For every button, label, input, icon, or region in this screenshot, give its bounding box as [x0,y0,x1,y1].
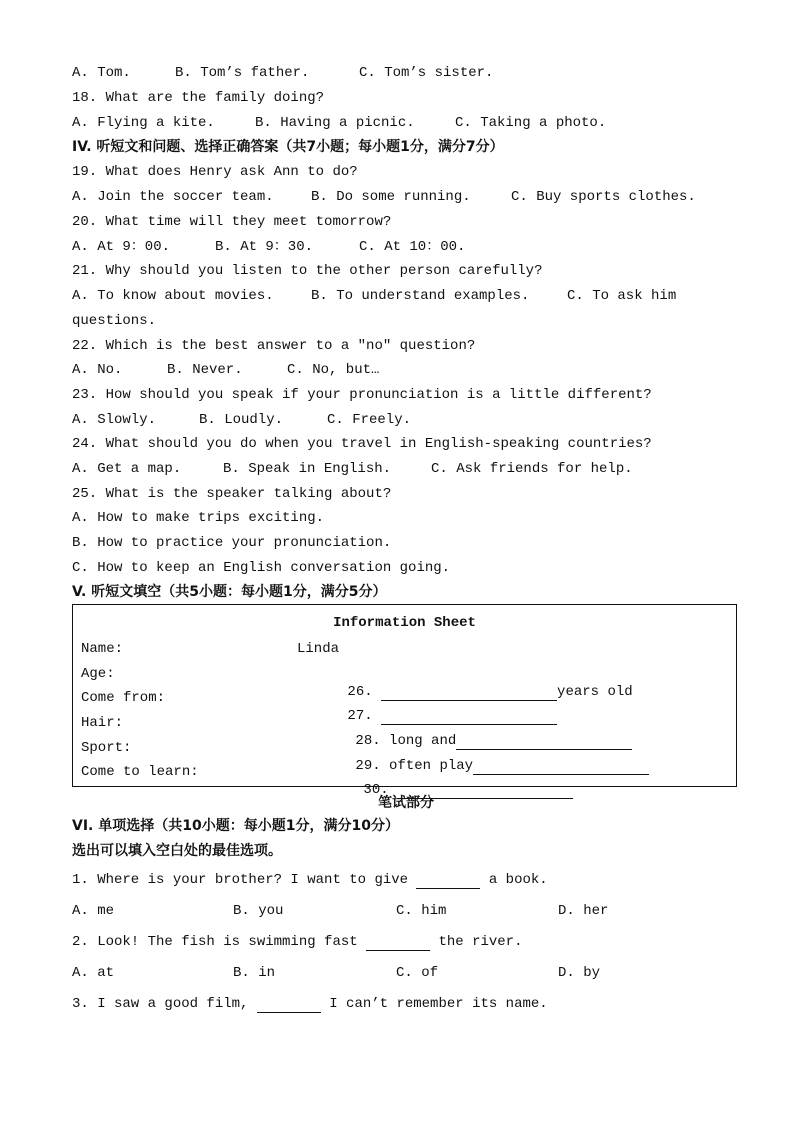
q23-option-b[interactable]: B. Loudly. [199,412,284,428]
q22-option-c[interactable]: C. No, but… [287,362,380,378]
q17-option-a[interactable]: A. Tom. [72,65,131,81]
q19-option-a[interactable]: A. Join the soccer team. [72,189,274,205]
sheet-field-26 [297,665,633,700]
w2-text-start: 2. Look! The fish is swimming fast [72,934,367,950]
q22-option-b[interactable]: B. Never. [167,362,243,378]
w3-question [72,995,548,1013]
sheet-field-28 [305,714,632,749]
sheet-label-name: Name: [81,641,124,657]
field-26-suffix: years old [557,684,633,700]
w1-option-c[interactable]: C. him [396,903,447,919]
sheet-field-29 [305,739,649,774]
q22-question: 22. Which is the best answer to a "no" question? [72,338,476,354]
sheet-label-hair: Hair: [81,715,124,731]
q19-question: 19. What does Henry ask Ann to do? [72,164,358,180]
w2-option-a[interactable]: A. at [72,965,115,981]
field-28-number: 28. [355,733,381,749]
q19-option-c[interactable]: C. Buy sports clothes. [511,189,696,205]
q25-question: 25. What is the speaker talking about? [72,486,392,502]
w1-option-b[interactable]: B. you [233,903,284,919]
q24-option-c[interactable]: C. Ask friends for help. [431,461,633,477]
sheet-label-come-from: Come from: [81,690,166,706]
q23-question: 23. How should you speak if your pronunciation is a little different? [72,387,652,403]
w3-blank[interactable] [257,998,321,1013]
w2-option-c[interactable]: C. of [396,965,439,981]
field-30-number: 30. [363,782,389,798]
field-29-prefix: often play [389,758,474,774]
w3-text-start: 3. I saw a good film, [72,996,257,1012]
w1-text-start: 1. Where is your brother? I want to give [72,872,417,888]
sheet-value-name: Linda [297,641,340,657]
q20-option-c[interactable]: C. At 10：00. [359,239,466,255]
section-4-heading: IV. 听短文和问题、选择正确答案（共7小题；每小题1分，满分7分） [72,139,504,155]
sheet-field-27 [297,689,557,724]
q17-option-b[interactable]: B. Tom’s father. [175,65,310,81]
q19-option-b[interactable]: B. Do some running. [311,189,471,205]
sheet-field-30 [313,763,573,798]
section-5-heading: V. 听短文填空（共5小题：每小题1分，满分5分） [72,584,387,600]
w1-option-d[interactable]: D. her [558,903,609,919]
q23-option-a[interactable]: A. Slowly. [72,412,157,428]
w1-question [72,871,548,889]
field-27-number: 27. [347,708,373,724]
q21-question: 21. Why should you listen to the other person carefully? [72,263,543,279]
w2-option-d[interactable]: D. by [558,965,601,981]
q25-option-c[interactable]: C. How to keep an English conversation going. [72,560,451,576]
q24-option-b[interactable]: B. Speak in English. [223,461,392,477]
section-6-heading: VI. 单项选择（共10小题：每小题1分，满分10分） [72,818,399,834]
q21-option-b[interactable]: B. To understand examples. [311,288,530,304]
q18-option-b[interactable]: B. Having a picnic. [255,115,415,131]
information-sheet-title: Information Sheet [333,615,476,631]
field-28-prefix: long and [389,733,457,749]
w2-option-b[interactable]: B. in [233,965,276,981]
w2-question [72,933,522,951]
q24-question: 24. What should you do when you travel in English-speaking countries? [72,436,652,452]
q21-option-c[interactable]: C. To ask him [567,288,677,304]
q25-option-a[interactable]: A. How to make trips exciting. [72,510,325,526]
w1-option-a[interactable]: A. me [72,903,115,919]
sheet-label-come-to-learn: Come to learn: [81,764,199,780]
q20-option-a[interactable]: A. At 9：00. [72,239,171,255]
q22-option-a[interactable]: A. No. [72,362,123,378]
q20-question: 20. What time will they meet tomorrow? [72,214,392,230]
q18-option-c[interactable]: C. Taking a photo. [455,115,607,131]
q25-option-b[interactable]: B. How to practice your pronunciation. [72,535,392,551]
sheet-label-sport: Sport: [81,740,132,756]
field-26-number: 26. [347,684,373,700]
q21-option-c-continued: questions. [72,313,157,329]
w1-text-end: a book. [480,872,548,888]
written-part-title: 笔试部分 [378,795,434,811]
q17-option-c[interactable]: C. Tom’s sister. [359,65,494,81]
section-6-instruction: 选出可以填入空白处的最佳选项。 [72,843,282,859]
w2-text-end: the river. [430,934,523,950]
information-sheet [72,604,737,798]
sheet-label-age: Age: [81,666,115,682]
q20-option-b[interactable]: B. At 9：30. [215,239,314,255]
q21-option-a[interactable]: A. To know about movies. [72,288,274,304]
w1-blank[interactable] [416,874,480,889]
w3-text-end: I can’t remember its name. [320,996,548,1012]
q24-option-a[interactable]: A. Get a map. [72,461,182,477]
q18-option-a[interactable]: A. Flying a kite. [72,115,215,131]
field-29-number: 29. [355,758,381,774]
w2-blank[interactable] [366,936,430,951]
q23-option-c[interactable]: C. Freely. [327,412,412,428]
q18-question: 18. What are the family doing? [72,90,325,106]
